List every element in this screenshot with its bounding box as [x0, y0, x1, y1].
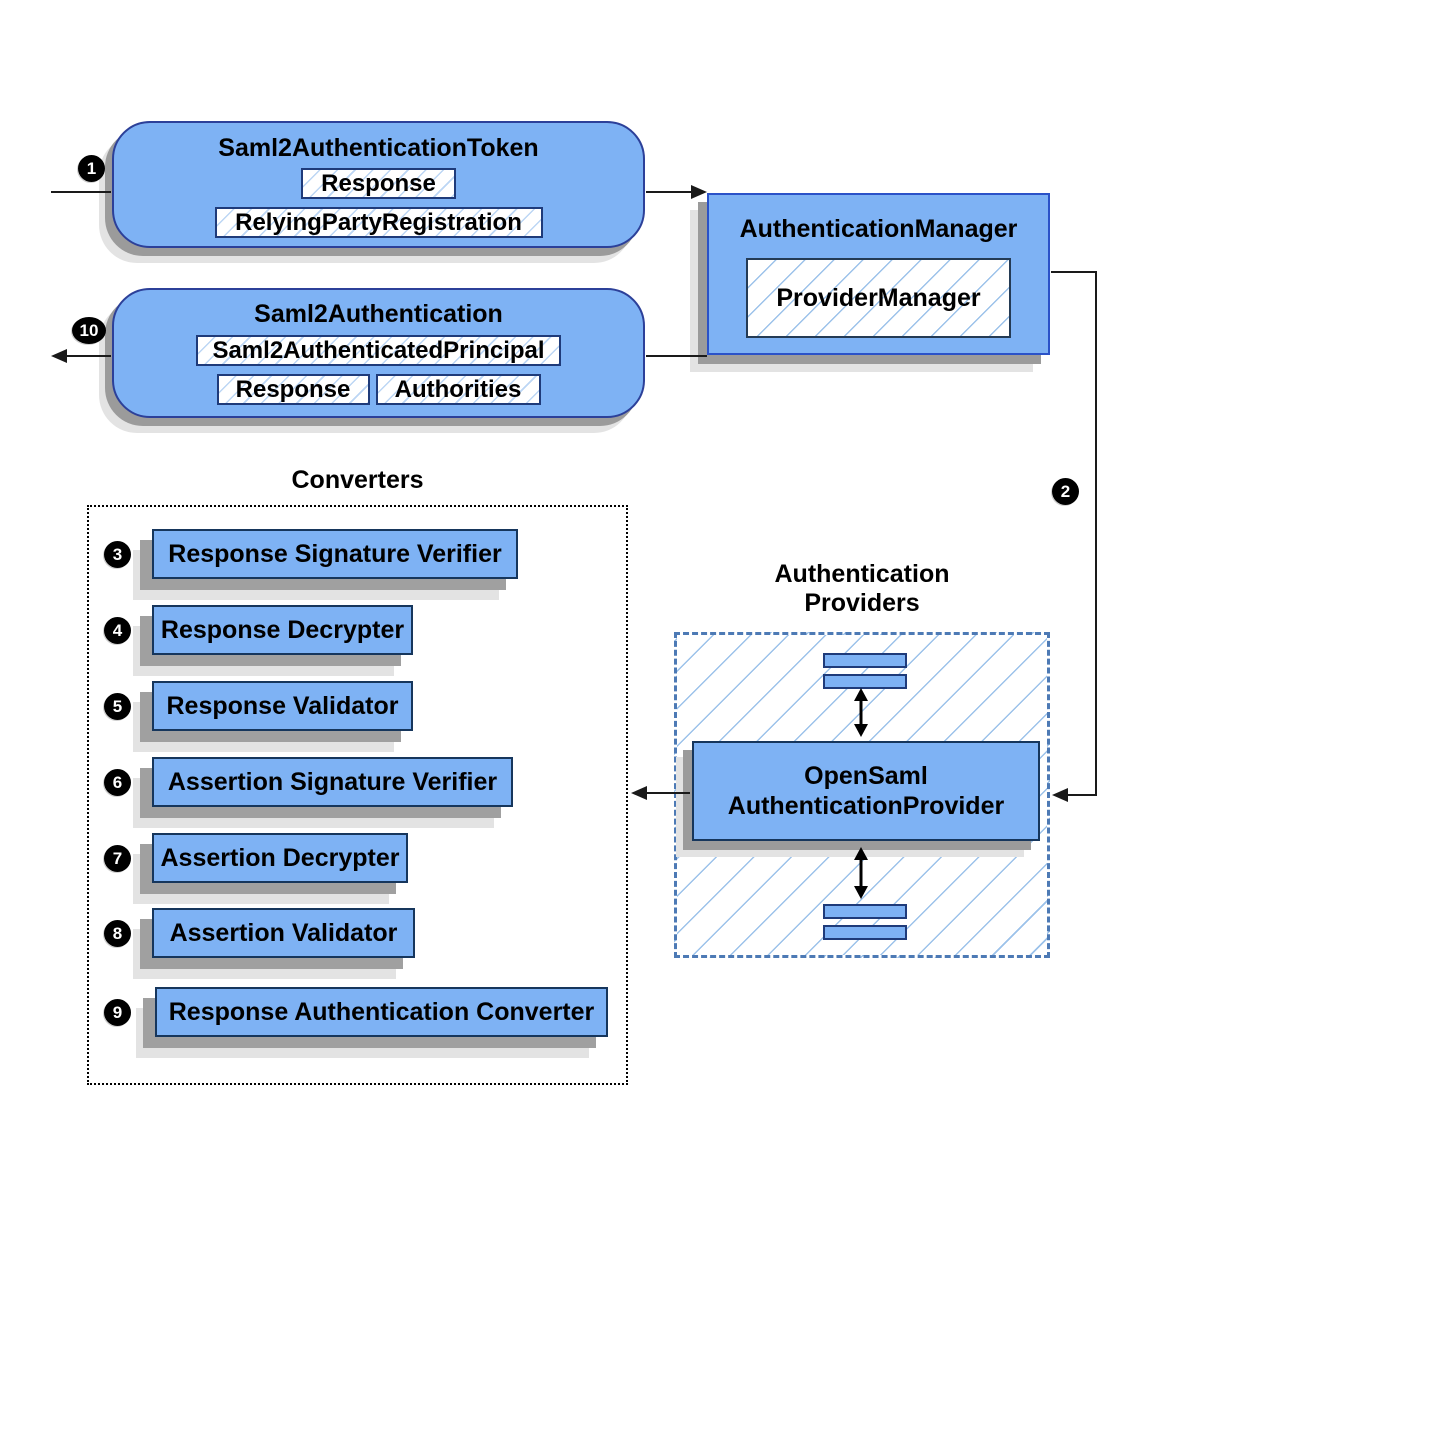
- arrow-authentication-manager-to-provider: [1051, 272, 1096, 802]
- field-relying-party-registration: RelyingPartyRegistration: [215, 207, 543, 238]
- node-saml2-authentication-token: [112, 121, 645, 248]
- converters-group-title: Converters: [291, 466, 424, 494]
- field-authorities: Authorities: [376, 374, 541, 405]
- converter-response-validator: Response Validator: [152, 681, 413, 731]
- node-opensaml-authentication-provider: [692, 741, 1040, 841]
- provider-placeholder-bar: [823, 653, 907, 668]
- arrow-saml2-authentication-output: [51, 349, 111, 363]
- provider-placeholder-bar: [823, 904, 907, 919]
- converter-response-authentication-converter: Response Authentication Converter: [155, 987, 608, 1037]
- field-provider-manager: ProviderManager: [746, 258, 1011, 338]
- step-badge-5: 5: [104, 693, 131, 720]
- step-badge-10: 10: [72, 317, 106, 344]
- step-badge-4: 4: [104, 617, 131, 644]
- providers-group-border: [674, 632, 1050, 958]
- node-title: Saml2Authentication: [254, 300, 503, 328]
- step-badge-6: 6: [104, 769, 131, 796]
- node-saml2-authentication: [112, 288, 645, 418]
- converter-response-decrypter: Response Decrypter: [152, 605, 413, 655]
- step-badge-8: 8: [104, 920, 131, 947]
- step-badge-9: 9: [104, 999, 131, 1026]
- converter-assertion-validator: Assertion Validator: [152, 908, 415, 958]
- provider-placeholder-bar: [823, 674, 907, 689]
- node-title: Saml2AuthenticationToken: [218, 134, 539, 162]
- converter-assertion-decrypter: Assertion Decrypter: [152, 833, 408, 883]
- providers-group-title: [674, 560, 1050, 618]
- arrow-token-to-authentication-manager: [646, 185, 707, 199]
- node-title-line2: AuthenticationProvider: [727, 792, 1005, 820]
- provider-placeholder-bar: [823, 925, 907, 940]
- field-response: Response: [301, 168, 456, 199]
- field-saml2-authenticated-principal: Saml2AuthenticatedPrincipal: [196, 335, 561, 366]
- node-title-line1: OpenSaml: [804, 762, 928, 790]
- node-authentication-manager: [707, 193, 1050, 355]
- step-badge-7: 7: [104, 845, 131, 872]
- step-badge-3: 3: [104, 541, 131, 568]
- providers-title-line1: Authentication: [774, 560, 950, 588]
- converter-assertion-signature-verifier: Assertion Signature Verifier: [152, 757, 513, 807]
- converter-response-signature-verifier: Response Signature Verifier: [152, 529, 518, 579]
- field-response: Response: [217, 374, 370, 405]
- node-title: AuthenticationManager: [739, 215, 1018, 243]
- step-badge-1: 1: [78, 155, 105, 182]
- step-badge-2: 2: [1052, 478, 1079, 505]
- providers-title-line2: Providers: [804, 589, 920, 617]
- field-row: [217, 374, 541, 405]
